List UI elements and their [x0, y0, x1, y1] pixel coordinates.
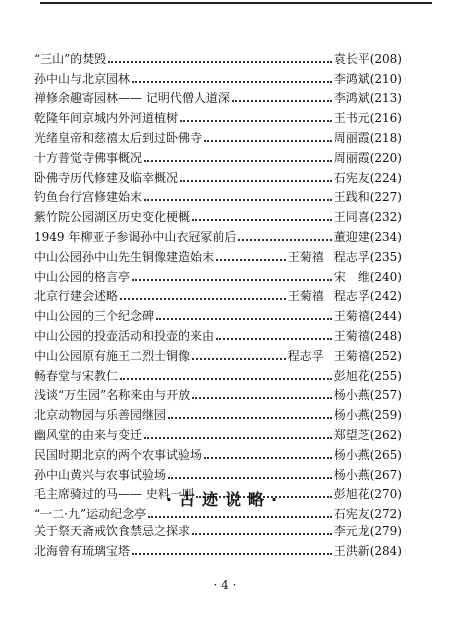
- page-number: · 4 ·: [213, 578, 237, 592]
- entry-page: (244): [369, 309, 402, 324]
- toc-entry: [34, 204, 402, 224]
- toc-entry: [34, 264, 402, 284]
- dot-leader: [132, 553, 332, 555]
- dot-leader: [216, 338, 332, 340]
- entry-author: 宋 维: [333, 269, 370, 284]
- entry-author: 程志孚: [333, 289, 370, 304]
- toc-entry: [34, 145, 402, 165]
- entry-page: (220): [369, 150, 402, 165]
- toc-entry: [34, 422, 402, 442]
- dot-leader: [232, 100, 332, 102]
- toc-entry: [34, 284, 402, 304]
- entry-title: “一二·九”运动纪念亭: [34, 507, 147, 522]
- dot-leader: [108, 61, 331, 63]
- entry-title: 浅谈“万生园”名称来由与开放: [34, 388, 191, 403]
- entry-author: 王书元: [333, 111, 370, 126]
- dot-leader: [204, 140, 332, 142]
- entry-title: 卧佛寺历代修建及临幸概况: [34, 170, 179, 185]
- toc-entry: [34, 462, 402, 482]
- toc-entry: [34, 185, 402, 205]
- toc-entry: [34, 303, 402, 323]
- entry-title: 孙中山黄兴与农事试验场: [34, 467, 167, 482]
- entry-author: 董迎建: [333, 229, 370, 244]
- entry-title: 北京行建会述略: [34, 289, 119, 304]
- entry-title: 光绪皇帝和慈禧太后到过卧佛寺: [34, 130, 203, 145]
- toc-entry: [34, 518, 402, 538]
- toc-entry: [34, 46, 402, 66]
- entry-author: 王践和: [333, 190, 370, 205]
- entry-page: (248): [369, 328, 402, 343]
- toc-entry: [34, 363, 402, 383]
- entry-page: (279): [369, 523, 402, 538]
- toc-entry: [34, 125, 402, 145]
- entry-title: 孙中山与北京园林: [34, 71, 131, 86]
- dot-leader: [120, 298, 286, 300]
- entry-author: 李鸿斌: [333, 71, 370, 86]
- dot-leader: [132, 279, 332, 281]
- entry-author: 杨小燕: [333, 408, 370, 423]
- toc-list-section: [34, 518, 402, 558]
- entry-title: 北海曾有琉璃宝塔: [34, 543, 131, 558]
- entry-author: 周丽霞: [333, 150, 370, 165]
- entry-author: 王菊禧: [333, 328, 370, 343]
- entry-title: 十方普觉寺佛事概况: [34, 150, 143, 165]
- entry-title: 中山公园的三个纪念碑: [34, 309, 155, 324]
- entry-title: 钓鱼台行宫修建始末: [34, 190, 143, 205]
- toc-entry: [34, 538, 402, 558]
- entry-author: 李元龙: [333, 523, 370, 538]
- entry-title: 禅修余趣寄园林—— 记明代僧人道深: [34, 91, 230, 106]
- dot-leader: [192, 533, 332, 535]
- toc-entry: [34, 105, 402, 125]
- dot-leader: [238, 239, 331, 241]
- section-heading: ·古迹说略·: [165, 490, 285, 509]
- entry-author: 杨小燕: [333, 388, 370, 403]
- entry-page: (234): [369, 229, 402, 244]
- entry-page: (208): [369, 51, 402, 66]
- entry-title: 北京动物园与乐善园继园: [34, 408, 167, 423]
- entry-page: (232): [369, 210, 402, 225]
- entry-page: (255): [369, 368, 402, 383]
- toc-entry: [34, 323, 402, 343]
- entry-author: 周丽霞: [333, 130, 370, 145]
- entry-page: (216): [369, 111, 402, 126]
- entry-page: (270): [369, 487, 402, 502]
- entry-page: (210): [369, 71, 402, 86]
- entry-title: 紫竹院公园湖区历史变化梗概: [34, 210, 191, 225]
- entry-title: 中山公园孙中山先生铜像建造始末: [34, 249, 215, 264]
- dot-leader: [144, 199, 332, 201]
- entry-author: 杨小燕: [333, 467, 370, 482]
- entry-title: 幽风堂的由来与变迁: [34, 427, 143, 442]
- entry-title: 民国时期北京的两个农事试验场: [34, 447, 203, 462]
- entry-title: 1949 年柳亚子参谒孙中山衣冠冢前后: [34, 229, 237, 244]
- entry-author: 王洪新: [333, 543, 370, 558]
- entry-page: (257): [369, 388, 402, 403]
- entry-author: 彭旭花: [333, 368, 370, 383]
- entry-author: 杨小燕: [333, 447, 370, 462]
- dot-leader: [156, 318, 332, 320]
- entry-coauthor: 王菊禧: [287, 249, 324, 264]
- entry-page: (240): [369, 269, 402, 284]
- dot-leader: [180, 180, 332, 182]
- dot-leader: [132, 81, 332, 83]
- dot-leader: [168, 477, 332, 479]
- top-rule: [40, 2, 432, 4]
- entry-author: 李鸿斌: [333, 91, 370, 106]
- entry-page: (227): [369, 190, 402, 205]
- entry-author: 彭旭花: [333, 487, 370, 502]
- dot-leader: [144, 437, 332, 439]
- entry-page: (267): [369, 467, 402, 482]
- entry-title: 中山公园的投壶活动和投壶的来由: [34, 328, 215, 343]
- entry-title: “三山”的焚毁: [34, 51, 107, 66]
- dot-leader: [192, 219, 332, 221]
- entry-title: 畅春堂与宋教仁: [34, 368, 119, 383]
- entry-author: 王菊禧: [333, 348, 370, 363]
- entry-author: 王同喜: [333, 210, 370, 225]
- entry-title: 中山公园原有施王二烈士铜像: [34, 348, 191, 363]
- toc-entry: [34, 66, 402, 86]
- dot-leader: [168, 417, 332, 419]
- entry-author: 程志孚: [333, 249, 370, 264]
- entry-page: (259): [369, 408, 402, 423]
- entry-page: (224): [369, 170, 402, 185]
- toc-entry: [34, 86, 402, 106]
- entry-page: (213): [369, 91, 402, 106]
- entry-coauthor: 王菊禧: [287, 289, 324, 304]
- toc-entry: [34, 343, 402, 363]
- dot-leader: [192, 397, 331, 399]
- entry-page: (252): [369, 348, 402, 363]
- toc-entry: [34, 165, 402, 185]
- entry-author: 石宪友: [333, 170, 370, 185]
- toc-entry: [34, 402, 402, 422]
- toc-entry: [34, 383, 402, 403]
- entry-page: (265): [369, 447, 402, 462]
- entry-page: (284): [369, 543, 402, 558]
- toc-entry: [34, 244, 402, 264]
- entry-title: 中山公园的格言亭: [34, 269, 131, 284]
- toc-entry: [34, 442, 402, 462]
- entry-page: (272): [369, 507, 402, 522]
- dot-leader: [216, 259, 286, 261]
- entry-author: 袁长平: [333, 51, 370, 66]
- dot-leader: [120, 378, 332, 380]
- entry-title: 关于祭天斋戒饮食禁忌之探求: [34, 523, 191, 538]
- entry-page: (262): [369, 427, 402, 442]
- toc-entry: [34, 224, 402, 244]
- toc-list: [34, 46, 402, 521]
- entry-coauthor: 程志孚: [287, 348, 324, 363]
- entry-title: 毛主席骑过的马—— 史料一则: [34, 487, 194, 502]
- entry-page: (218): [369, 130, 402, 145]
- dot-leader: [144, 160, 332, 162]
- entry-page: (242): [369, 289, 402, 304]
- dot-leader: [204, 457, 332, 459]
- dot-leader: [192, 358, 286, 360]
- entry-title: 乾隆年间京城内外河道植树: [34, 111, 179, 126]
- entry-author: 石宪友: [333, 507, 370, 522]
- dot-leader: [180, 120, 332, 122]
- entry-author: 王菊禧: [333, 309, 370, 324]
- entry-author: 郑望芝: [333, 427, 370, 442]
- entry-page: (235): [369, 249, 402, 264]
